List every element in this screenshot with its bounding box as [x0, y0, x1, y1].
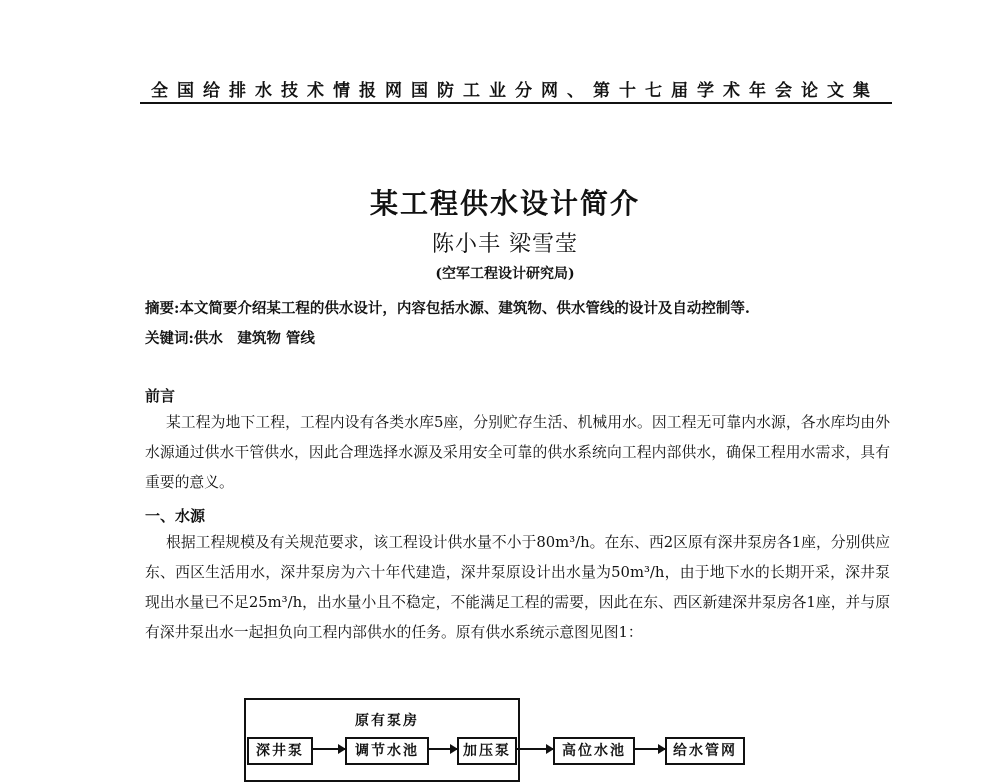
section-heading-preface: 前言	[145, 387, 176, 405]
arrow-icon	[633, 748, 665, 750]
affiliation: (空军工程设计研究局)	[435, 266, 575, 282]
paper-title: 某工程供水设计简介	[369, 187, 640, 220]
node-deep-well-pump: 深井泵	[247, 737, 313, 765]
header-rule	[140, 102, 892, 104]
section-text-preface: 某工程为地下工程，工程内设有各类水库5座，分别贮存生活、机械用水。因工程无可靠内水源，各水库均由外水源通过供水干管供水，因此合理选择水源及采用安全可靠的供水系统向工程内部供水，确保工程用水需求，具有重要的意义。	[145, 414, 890, 491]
node-high-level-pool: 高位水池	[553, 737, 635, 765]
arrow-icon	[515, 748, 553, 750]
keywords: 关键词:供水 建筑物 管线	[145, 330, 315, 347]
running-header: 全国给排水技术情报网国防工业分网、第十七届学术年会论文集	[151, 81, 879, 101]
node-booster-pump: 加压泵	[457, 737, 517, 765]
section-heading-water-source: 一、水源	[145, 507, 206, 525]
pump-house-label: 原有泵房	[355, 713, 419, 729]
section-text-water-source: 根据工程规模及有关规范要求，该工程设计供水量不小于80m³/h。在东、西2区原有深井泵房各1座，分别供应东、西区生活用水，深井泵房为六十年代建造，深井泵原设计出水量为50m³/h，由于地下水的长期开采，深井泵现出水量已不足25m³/h，出水量小且不稳定，不能满足工程的需要，因此在东、西区新建深井泵房各1座，并与原有深井泵出水一起担负向工程内部供水的任务。原有供水系统示意图见图1：	[145, 534, 890, 641]
abstract: 摘要:本文简要介绍某工程的供水设计，内容包括水源、建筑物、供水管线的设计及自动控制等.	[145, 300, 750, 317]
arrow-icon	[311, 748, 345, 750]
authors: 陈小丰 梁雪莹	[432, 232, 578, 257]
node-water-supply-network: 给水管网	[665, 737, 745, 765]
arrow-icon	[427, 748, 457, 750]
node-regulating-pool: 调节水池	[345, 737, 429, 765]
